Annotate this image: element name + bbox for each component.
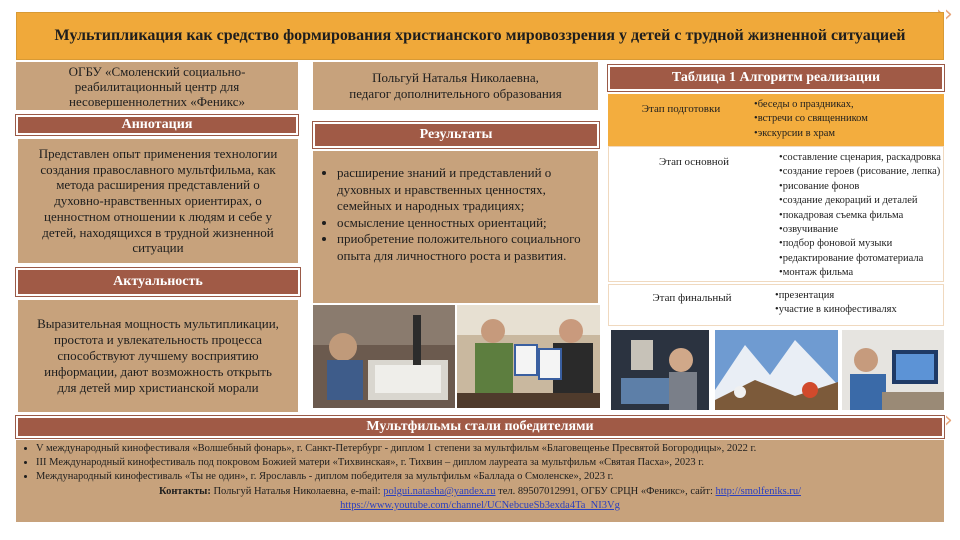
- stage-item: • беседы о праздниках,: [754, 98, 944, 112]
- annotation-panel: [18, 139, 298, 263]
- photo-child-drawing: [313, 305, 455, 408]
- stage-name: Этап подготовки: [641, 103, 721, 115]
- stage-name: Этап финальный: [652, 292, 732, 304]
- stage-item: • создание героев (рисование, лепка): [779, 165, 943, 179]
- youtube-line: [26, 499, 934, 513]
- contacts-line: [26, 485, 934, 499]
- results-panel: [313, 151, 598, 303]
- contacts-text: Польгуй Наталья Николаевна, e-mail:: [213, 486, 381, 497]
- decorative-chevron-icon: ›: [944, 408, 953, 433]
- stage-item: • составление сценария, раскадровка: [779, 151, 943, 165]
- stage-item: • подбор фоновой музыки: [779, 237, 943, 251]
- winners-list: [26, 442, 934, 484]
- organization-name: ОГБУ «Смоленский социально-реабилитационный центр для несовершеннолетних «Феникс»: [68, 63, 246, 109]
- stage-item: • рисование фонов: [779, 180, 943, 194]
- stage-name: Этап основной: [658, 156, 730, 168]
- winners-panel: [16, 440, 944, 522]
- results-item: • осмысление ценностных ориентаций;: [337, 215, 586, 232]
- relevance-panel: [18, 300, 298, 412]
- winners-item: • III Международный кинофестиваль под покровом Божией матери «Тихвинская», г. Тихвин – диплом лауреата за мультфильм «Святая Пасха», 2023 г.: [36, 456, 934, 470]
- photo-child-computer: [842, 330, 944, 410]
- relevance-header: Актуальность: [16, 268, 300, 296]
- algorithm-row-main: [608, 146, 944, 282]
- organization-box: [16, 62, 298, 110]
- results-list: [323, 165, 586, 264]
- decorative-chevron-icon: ›: [944, 2, 953, 27]
- algorithm-header: Таблица 1 Алгоритм реализации: [608, 65, 944, 91]
- algorithm-row-preparation: [608, 94, 944, 146]
- site-link[interactable]: http://smolfeniks.ru/: [715, 486, 801, 497]
- photo-diploma: [457, 305, 600, 408]
- stage-item: • презентация: [775, 289, 943, 303]
- page-title: Мультипликация как средство формирования христианского мировоззрения у детей с трудной жизненной ситуацией: [16, 12, 944, 60]
- author-name: Польгуй Наталья Николаевна,: [372, 70, 539, 85]
- stage-item: • покадровая съемка фильма: [779, 209, 943, 223]
- author-role: педагог дополнительного образования: [349, 86, 562, 101]
- stage-item: • участие в кинофестивалях: [775, 303, 943, 317]
- winners-header: Мультфильмы стали победителями: [16, 416, 944, 438]
- results-item: • расширение знаний и представлений о духовных и нравственных ценностях, семейных и народных традициях;: [337, 165, 586, 215]
- stage-item: • озвучивание: [779, 223, 943, 237]
- stage-item: • создание декораций и деталей: [779, 194, 943, 208]
- annotation-text: Представлен опыт применения технологии создания православного мультфильма, как метода расширения представлений о духовно-нравственных ориентирах, о ценностном отношении к людям и себе у детей, находящихся в трудной жизненной ситуации: [38, 145, 278, 256]
- results-header: Результаты: [313, 122, 599, 148]
- algorithm-row-final: [608, 284, 944, 326]
- contacts-text: тел. 89507012991, ОГБУ СРЦН «Феникс», сайт:: [498, 486, 713, 497]
- author-box: [313, 62, 598, 110]
- stage-item: • монтаж фильма: [779, 266, 943, 280]
- results-item: • приобретение положительного социального опыта для личностного роста и развития.: [337, 231, 586, 264]
- annotation-header: Аннотация: [16, 115, 298, 135]
- stage-item: • экскурсии в храм: [754, 127, 944, 141]
- relevance-text: Выразительная мощность мультипликации, простота и увлекательность процесса способствуют лучшему восприятию информации, дают возможность открыть для детей мир христианской морали: [37, 316, 279, 395]
- winners-item: • Международный кинофестиваль «Ты не один», г. Ярославль - диплом победителя за мультфильм «Баллада о Смоленске», 2023 г.: [36, 470, 934, 484]
- email-link[interactable]: polgui.natasha@yandex.ru: [383, 486, 496, 497]
- stage-item: • встречи со священником: [754, 112, 944, 126]
- winners-item: • V международный кинофестиваля «Волшебный фонарь», г. Санкт-Петербург - диплом 1 степени за мультфильм «Благовещенье Пресвятой Богородицы», 2022 г.: [36, 442, 934, 456]
- stage-item: • редактирование фотоматериала: [779, 252, 943, 266]
- youtube-link[interactable]: https://www.youtube.com/channel/UCNebcueSb3exda4Ta_NI3Vg: [340, 500, 620, 511]
- contacts-label: Контакты:: [158, 486, 211, 497]
- photo-painted-scenery: [715, 330, 838, 410]
- photo-child-lightbox: [611, 330, 709, 410]
